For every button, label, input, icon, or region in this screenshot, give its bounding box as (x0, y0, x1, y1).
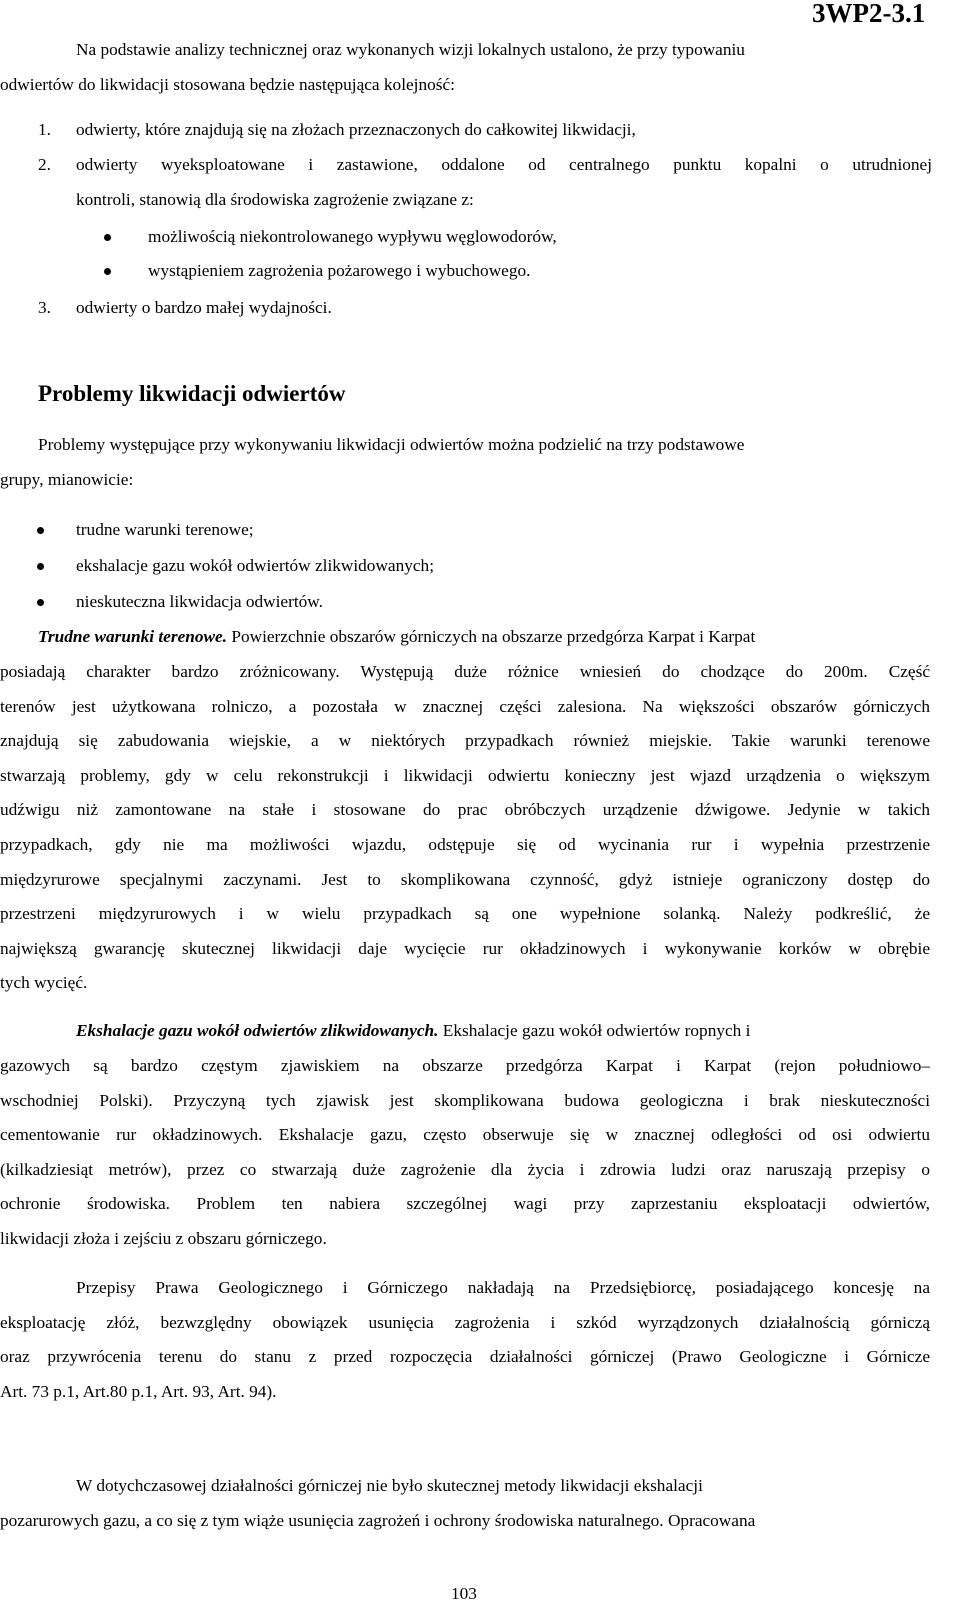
closing-body-line: W dotychczasowej działalności górniczej nie było skutecznej metody likwidacji ekshalacji (76, 1476, 703, 1495)
law-body-line: eksploatację złóż, bezwzględny obowiązek usunięcia zagrożenia i szkód wyrządzonych działalnością górniczą (0, 1312, 930, 1332)
terrain-body-line: stwarzają problemy, gdy w celu rekonstrukcji i likwidacji odwiertu konieczny jest wjazd urządzenia o większym (0, 765, 930, 785)
terrain-heading: Trudne warunki terenowe. (38, 627, 228, 646)
gas-first-line (76, 1021, 750, 1041)
terrain-body-line: terenów jest użytkowana rolniczo, a pozostała w znacznej części zalesiona. Na większości obszarów górniczych (0, 696, 930, 716)
terrain-body-line: posiadają charakter bardzo zróżnicowany. Występują duże różnice wniesień do chodzące do 200m. Część (0, 662, 930, 681)
section-title: Problemy likwidacji odwiertów (38, 381, 346, 406)
terrain-body-line: przypadkach, gdy nie ma możliwości wjazdu, odstępuje się od wycinania rur i wypełnia przestrzenie (0, 835, 930, 854)
problems-intro-line-1: Problemy występujące przy wykonywaniu likwidacji odwiertów można podzielić na trzy podstawowe (38, 435, 745, 454)
problem-bullet-3 (37, 599, 44, 606)
threat-2: wystąpieniem zagrożenia pożarowego i wybuchowego. (148, 261, 531, 280)
document-code: 3WP2-3.1 (812, 0, 926, 28)
problem-bullet-2 (37, 563, 44, 570)
terrain-body-line: tych wycięć. (0, 973, 88, 993)
terrain-body-line: udźwigu niż zamontowane na stałe i stosowane do prac obróbczych urządzenie dźwigowe. Jedynie w takich (0, 800, 930, 820)
order-item-1: odwierty, które znajdują się na złożach przeznaczonych do całkowitej likwidacji, (76, 120, 636, 139)
terrain-first-line (38, 627, 755, 647)
law-body-line: oraz przywrócenia terenu do stanu z przed rozpoczęcia działalności górniczej (Prawo Geologiczne i Górnicze (0, 1347, 930, 1367)
terrain-body-line: największą gwarancję skutecznej likwidacji daje wycięcie rur okładzinowych i wykonywanie korków w obrębie (0, 938, 930, 958)
law-body-line: Art. 73 p.1, Art.80 p.1, Art. 93, Art. 94). (0, 1381, 277, 1401)
gas-first-line-rest: Ekshalacje gazu wokół odwiertów ropnych i (438, 1021, 751, 1040)
gas-body-line: (kilkadziesiąt metrów), przez co stwarzają duże zagrożenie dla życia i zdrowia ludzi oraz naruszają przepisy o (0, 1159, 930, 1179)
law-body-line: Przepisy Prawa Geologicznego i Górniczego nakładają na Przedsiębiorcę, posiadającego koncesję na (76, 1278, 930, 1297)
intro-line-1: Na podstawie analizy technicznej oraz wykonanych wizji lokalnych ustalono, że przy typowaniu (76, 40, 745, 59)
gas-body-line: cementowanie rur okładzinowych. Ekshalacje gazu, często obserwuje się w znacznej odległości od osi odwiertu (0, 1125, 930, 1145)
gas-body-line: likwidacji złoża i zejściu z obszaru górniczego. (0, 1229, 327, 1248)
terrain-first-line-rest: Powierzchnie obszarów górniczych na obszarze przedgórza Karpat i Karpat (227, 627, 756, 646)
problem-1: trudne warunki terenowe; (76, 520, 254, 539)
gas-body-line: gazowych są bardzo częstym zjawiskiem na obszarze przedgórza Karpat i Karpat (rejon południowo– (0, 1056, 930, 1075)
order-num-2: 2. (38, 155, 51, 174)
page-number: 103 (451, 1584, 477, 1603)
terrain-body-line: znajdują się zabudowania wiejskie, a w niektórych przypadkach również miejskie. Takie warunki terenowe (0, 731, 930, 751)
order-num-1: 1. (38, 120, 51, 139)
gas-heading: Ekshalacje gazu wokół odwiertów zlikwidowanych. (76, 1021, 439, 1040)
order-item-2-cont: kontroli, stanowią dla środowiska zagrożenie związane z: (76, 190, 474, 209)
closing-body-line: pozarurowych gazu, a co się z tym wiąże usunięcia zagrożeń i ochrony środowiska naturalnego. Opracowana (0, 1510, 756, 1530)
terrain-body-line: międzyrurowe specjalnymi zaczynami. Jest to skomplikowana czynność, gdyż istnieje ograniczony dostęp do (0, 869, 930, 889)
order-item-3: odwierty o bardzo małej wydajności. (76, 298, 332, 317)
intro-line-2: odwiertów do likwidacji stosowana będzie następująca kolejność: (0, 75, 455, 94)
order-item-2: odwierty wyeksploatowane i zastawione, oddalone od centralnego punktu kopalni o utrudnionej (76, 155, 932, 174)
problem-bullet-1 (37, 527, 44, 534)
problem-3: nieskuteczna likwidacja odwiertów. (76, 592, 323, 611)
gas-body-line: wschodniej Polski). Przyczyną tych zjawisk jest skomplikowana budowa geologiczna i brak nieskuteczności (0, 1090, 930, 1110)
order-num-3: 3. (38, 298, 51, 317)
threat-bullet-2 (104, 268, 111, 275)
threat-1: możliwością niekontrolowanego wypływu węglowodorów, (148, 227, 557, 246)
gas-body-line: ochronie środowiska. Problem ten nabiera szczególnej wagi przy zaprzestaniu eksploatacji odwiertów, (0, 1194, 930, 1214)
terrain-body-line: przestrzeni międzyrurowych i w wielu przypadkach są one wypełnione solanką. Należy podkreślić, że (0, 904, 930, 924)
threat-bullet-1 (104, 234, 111, 241)
problems-intro-line-2: grupy, mianowicie: (0, 470, 134, 489)
problem-2: ekshalacje gazu wokół odwiertów zlikwidowanych; (76, 556, 434, 575)
